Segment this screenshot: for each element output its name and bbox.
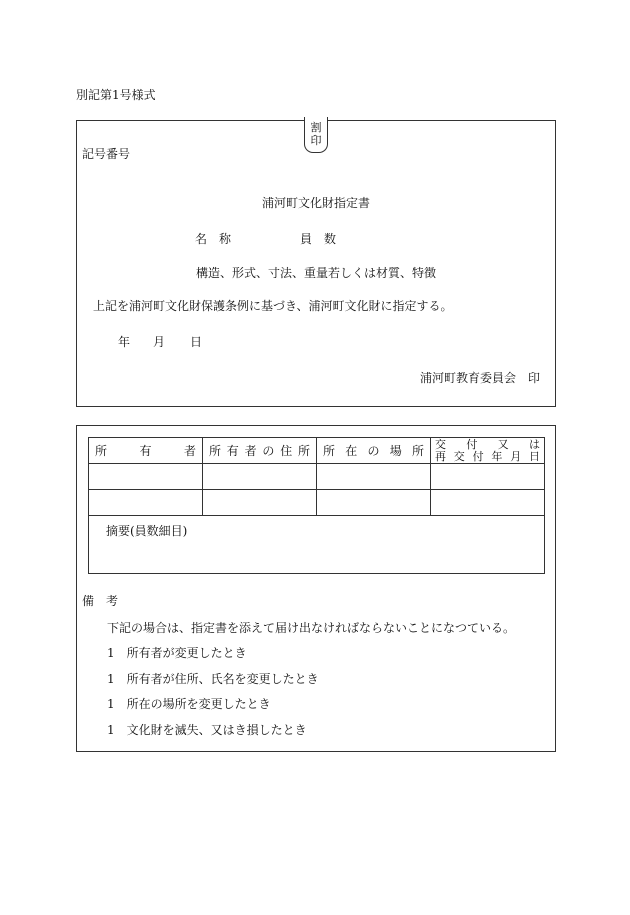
- split-seal-stamp: [304, 117, 328, 153]
- header-location: 所 在 の 場 所: [317, 438, 431, 464]
- list-item-text: 文化財を滅失、又はき損したとき: [126, 723, 307, 737]
- seal-char-2: 印: [310, 134, 322, 147]
- list-item-text: 所在の場所を変更したとき: [126, 697, 271, 711]
- table-cell: [89, 490, 203, 516]
- list-item-number: 1: [107, 646, 115, 660]
- table-cell: [203, 464, 317, 490]
- list-item-text: 所有者が住所、氏名を変更したとき: [126, 672, 319, 686]
- declaration-text: 上記を浦河町文化財保護条例に基づき、浦河町文化財に指定する。: [93, 299, 453, 313]
- table-cell: [317, 490, 431, 516]
- date-day: 日: [190, 335, 203, 349]
- header-issue-date: 交 付 又 は 再 交 付 年 月 日: [431, 438, 545, 464]
- owner-table: [88, 437, 545, 574]
- summary-cell: [89, 516, 545, 574]
- list-item-text: 所有者が変更したとき: [126, 646, 247, 660]
- table-cell: [203, 490, 317, 516]
- name-label: 名 称: [195, 232, 232, 246]
- list-item-number: 1: [107, 723, 115, 737]
- list-item: [107, 670, 319, 687]
- table-cell: [431, 490, 545, 516]
- date-year: 年: [118, 335, 131, 349]
- table-cell: [317, 464, 431, 490]
- summary-label: 摘要(員数細目): [106, 524, 188, 538]
- date-month: 月: [153, 335, 166, 349]
- notes-heading: 備 考: [82, 594, 119, 608]
- table-cell: [431, 464, 545, 490]
- list-item: [107, 695, 271, 712]
- issuer-line: 浦河町教育委員会 印: [420, 371, 541, 385]
- list-item: [107, 721, 307, 738]
- record-number-label: 記号番号: [82, 147, 131, 161]
- summary-row: [89, 516, 545, 574]
- table-header-row: [89, 438, 545, 464]
- table-row: [89, 464, 545, 490]
- table-cell: [89, 464, 203, 490]
- seal-char-1: 割: [310, 121, 322, 134]
- list-item-number: 1: [107, 672, 115, 686]
- certificate-title: 浦河町文化財指定書: [262, 196, 371, 210]
- notes-intro: 下記の場合は、指定書を添えて届け出なければならないことになつている。: [107, 621, 516, 635]
- structure-line: 構造、形式、寸法、重量若しくは材質、特徴: [196, 266, 437, 280]
- list-item-number: 1: [107, 697, 115, 711]
- list-item: [107, 644, 247, 661]
- table-row: [89, 490, 545, 516]
- form-label: 別記第1号様式: [76, 88, 156, 102]
- header-owner-address: 所 有 者 の 住 所: [203, 438, 317, 464]
- header-owner: 所 有 者: [89, 438, 203, 464]
- count-label: 員 数: [300, 232, 337, 246]
